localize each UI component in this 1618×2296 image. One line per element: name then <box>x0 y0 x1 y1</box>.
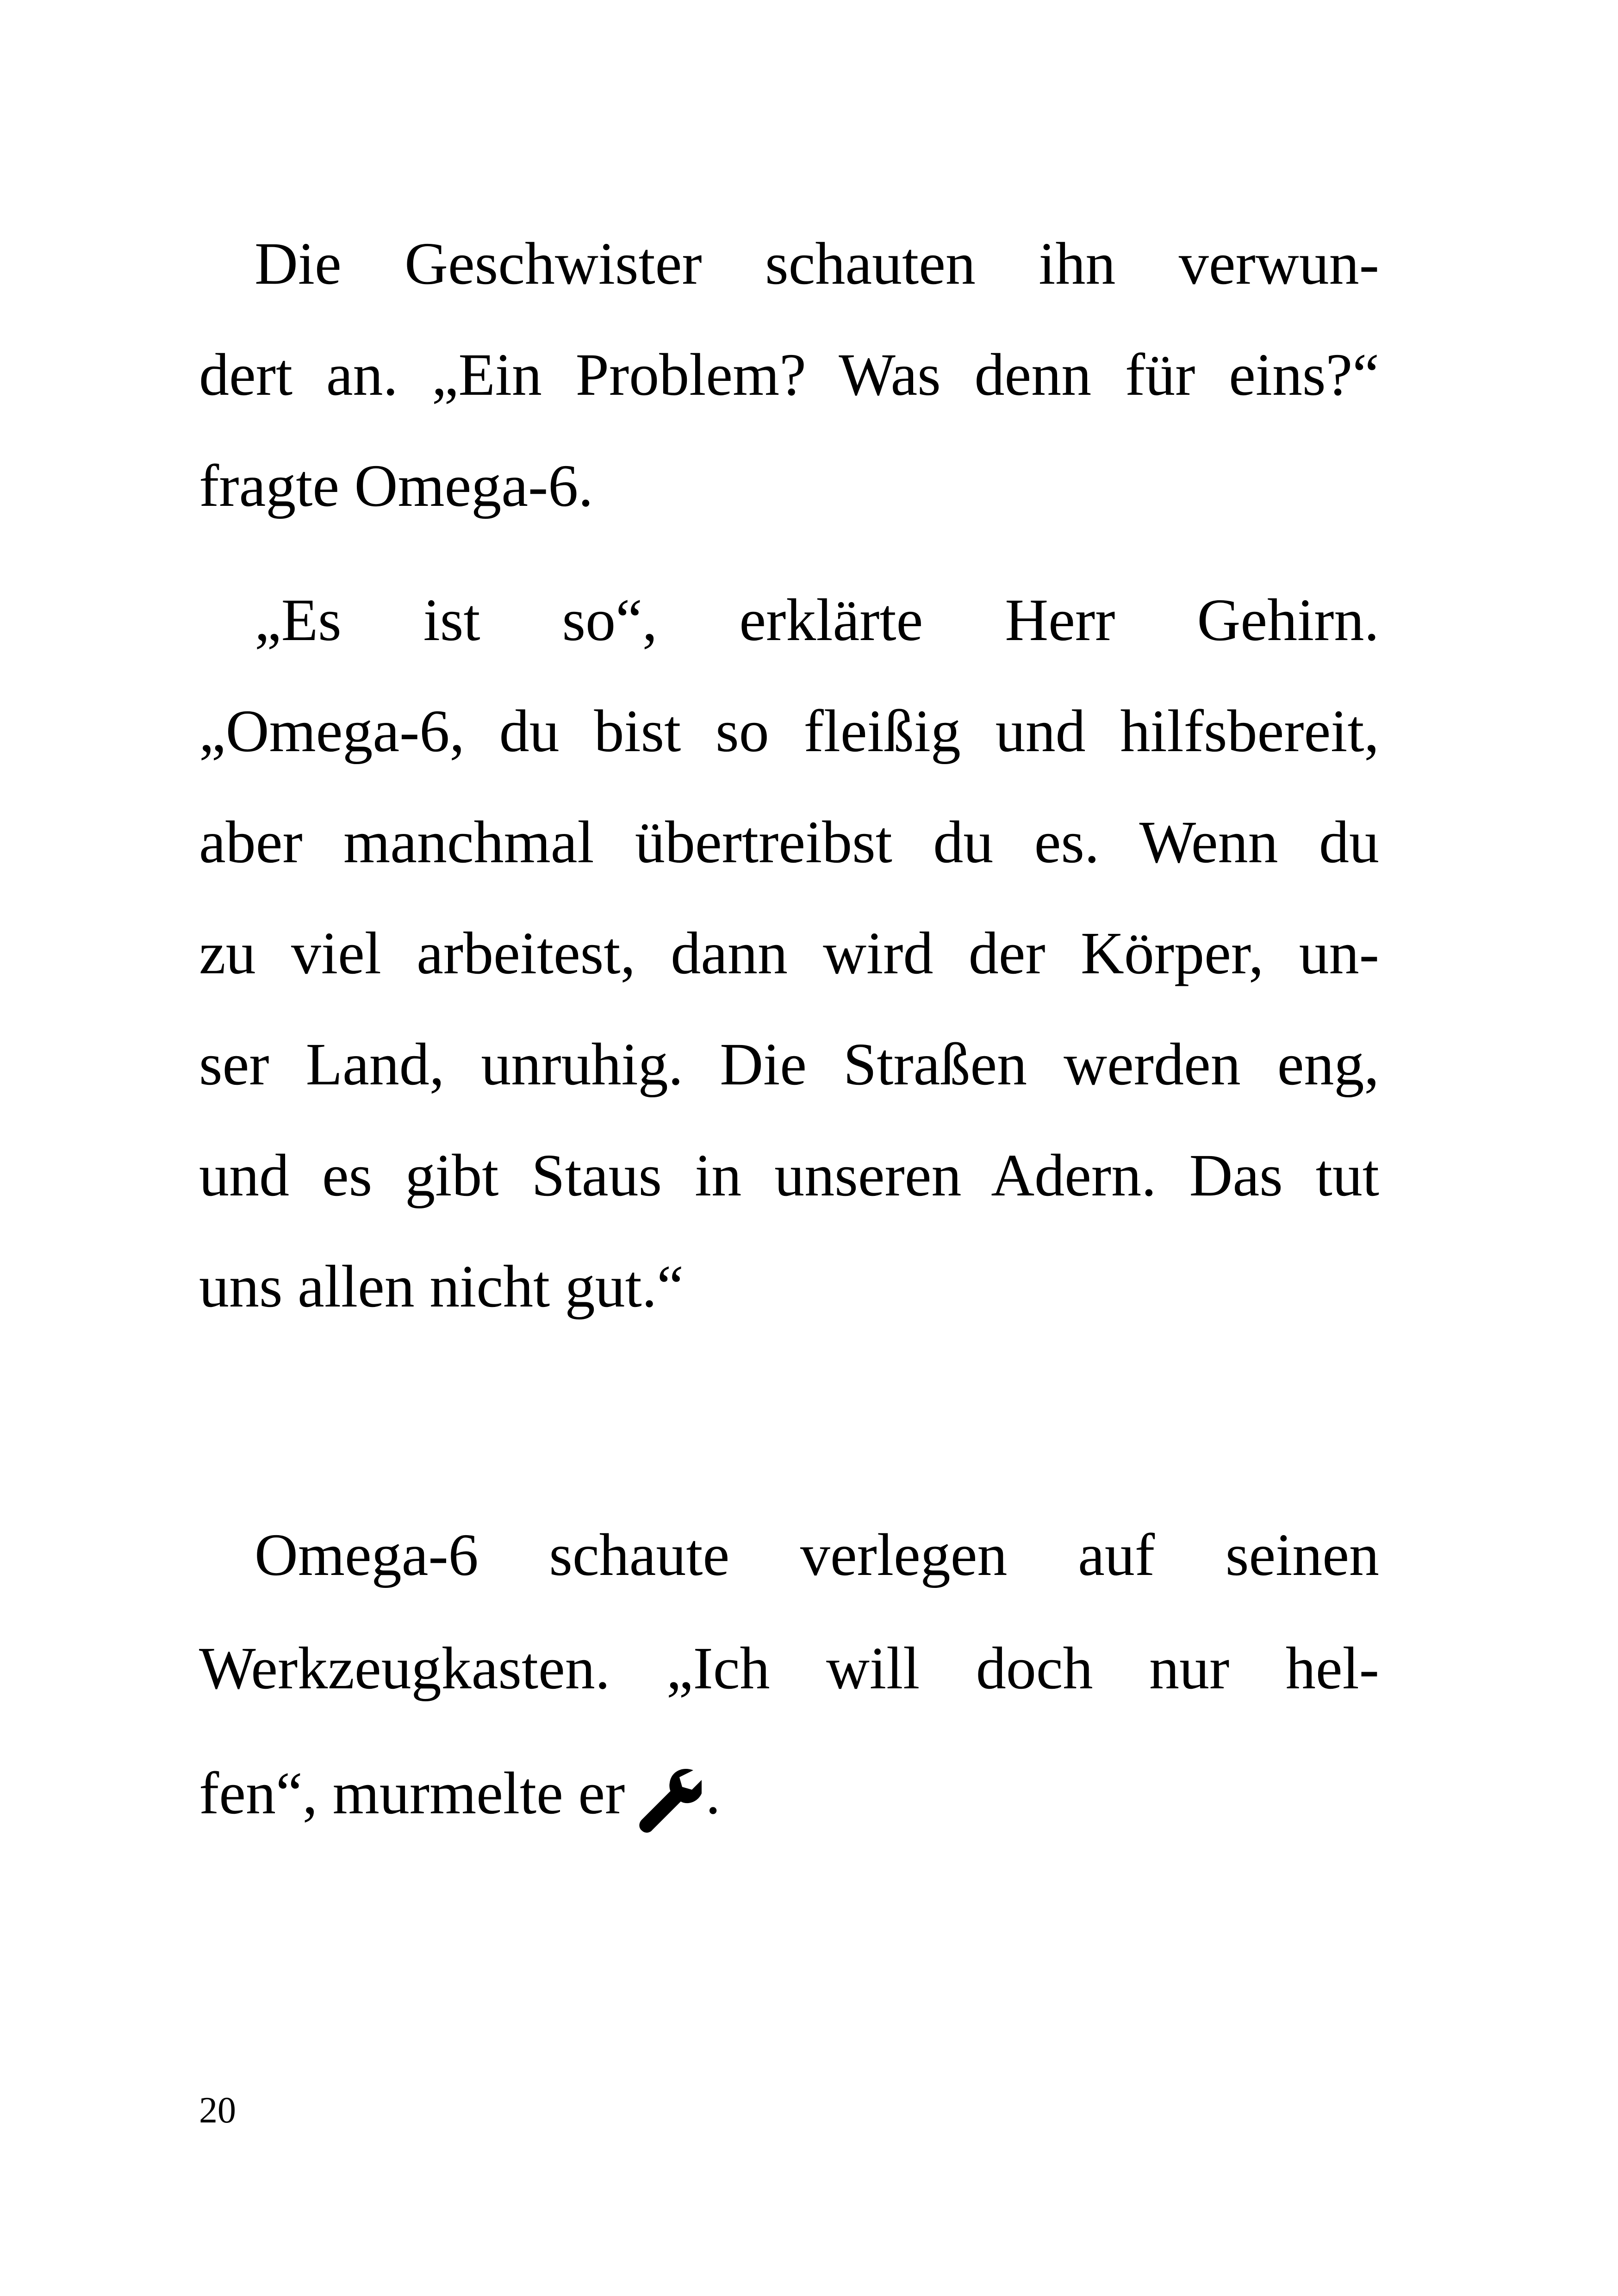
paragraph-1-line-1: Die Geschwister schauten ihn verwun- <box>255 230 1379 297</box>
paragraph-2-line-7: uns allen nicht gut.“ <box>199 1253 684 1320</box>
paragraph-2-line-1: „Es ist so“, erklärte Herr Gehirn. <box>255 587 1379 653</box>
paragraph-1-line-3: fragte Omega-6. <box>199 453 593 519</box>
paragraph-1-line-2: dert an. „Ein Problem? Was denn für eins?“ <box>199 342 1379 408</box>
paragraph-2-line-3: aber manchmal übertreibst du es. Wenn du <box>199 809 1379 876</box>
paragraph-3-line-1: Omega-6 schaute verlegen auf seinen <box>255 1522 1379 1588</box>
paragraph-3-line-3-period: . <box>705 1760 721 1827</box>
paragraph-3-line-3-text: fen“, murmelte er <box>199 1760 625 1827</box>
paragraph-2-line-5: ser Land, unruhig. Die Straßen werden eng, <box>199 1031 1379 1098</box>
paragraph-2-line-2: „Omega-6, du bist so fleißig und hilfsbereit, <box>199 698 1379 765</box>
paragraph-3-line-2: Werkzeugkasten. „Ich will doch nur hel- <box>199 1635 1379 1702</box>
paragraph-3-line-3 <box>199 1759 1379 1828</box>
paragraph-2-line-4: zu viel arbeitest, dann wird der Körper, un- <box>199 920 1379 987</box>
wrench-icon <box>632 1765 702 1834</box>
paragraph-2-line-6: und es gibt Staus in unseren Adern. Das tut <box>199 1142 1379 1209</box>
page-number: 20 <box>199 2090 236 2131</box>
